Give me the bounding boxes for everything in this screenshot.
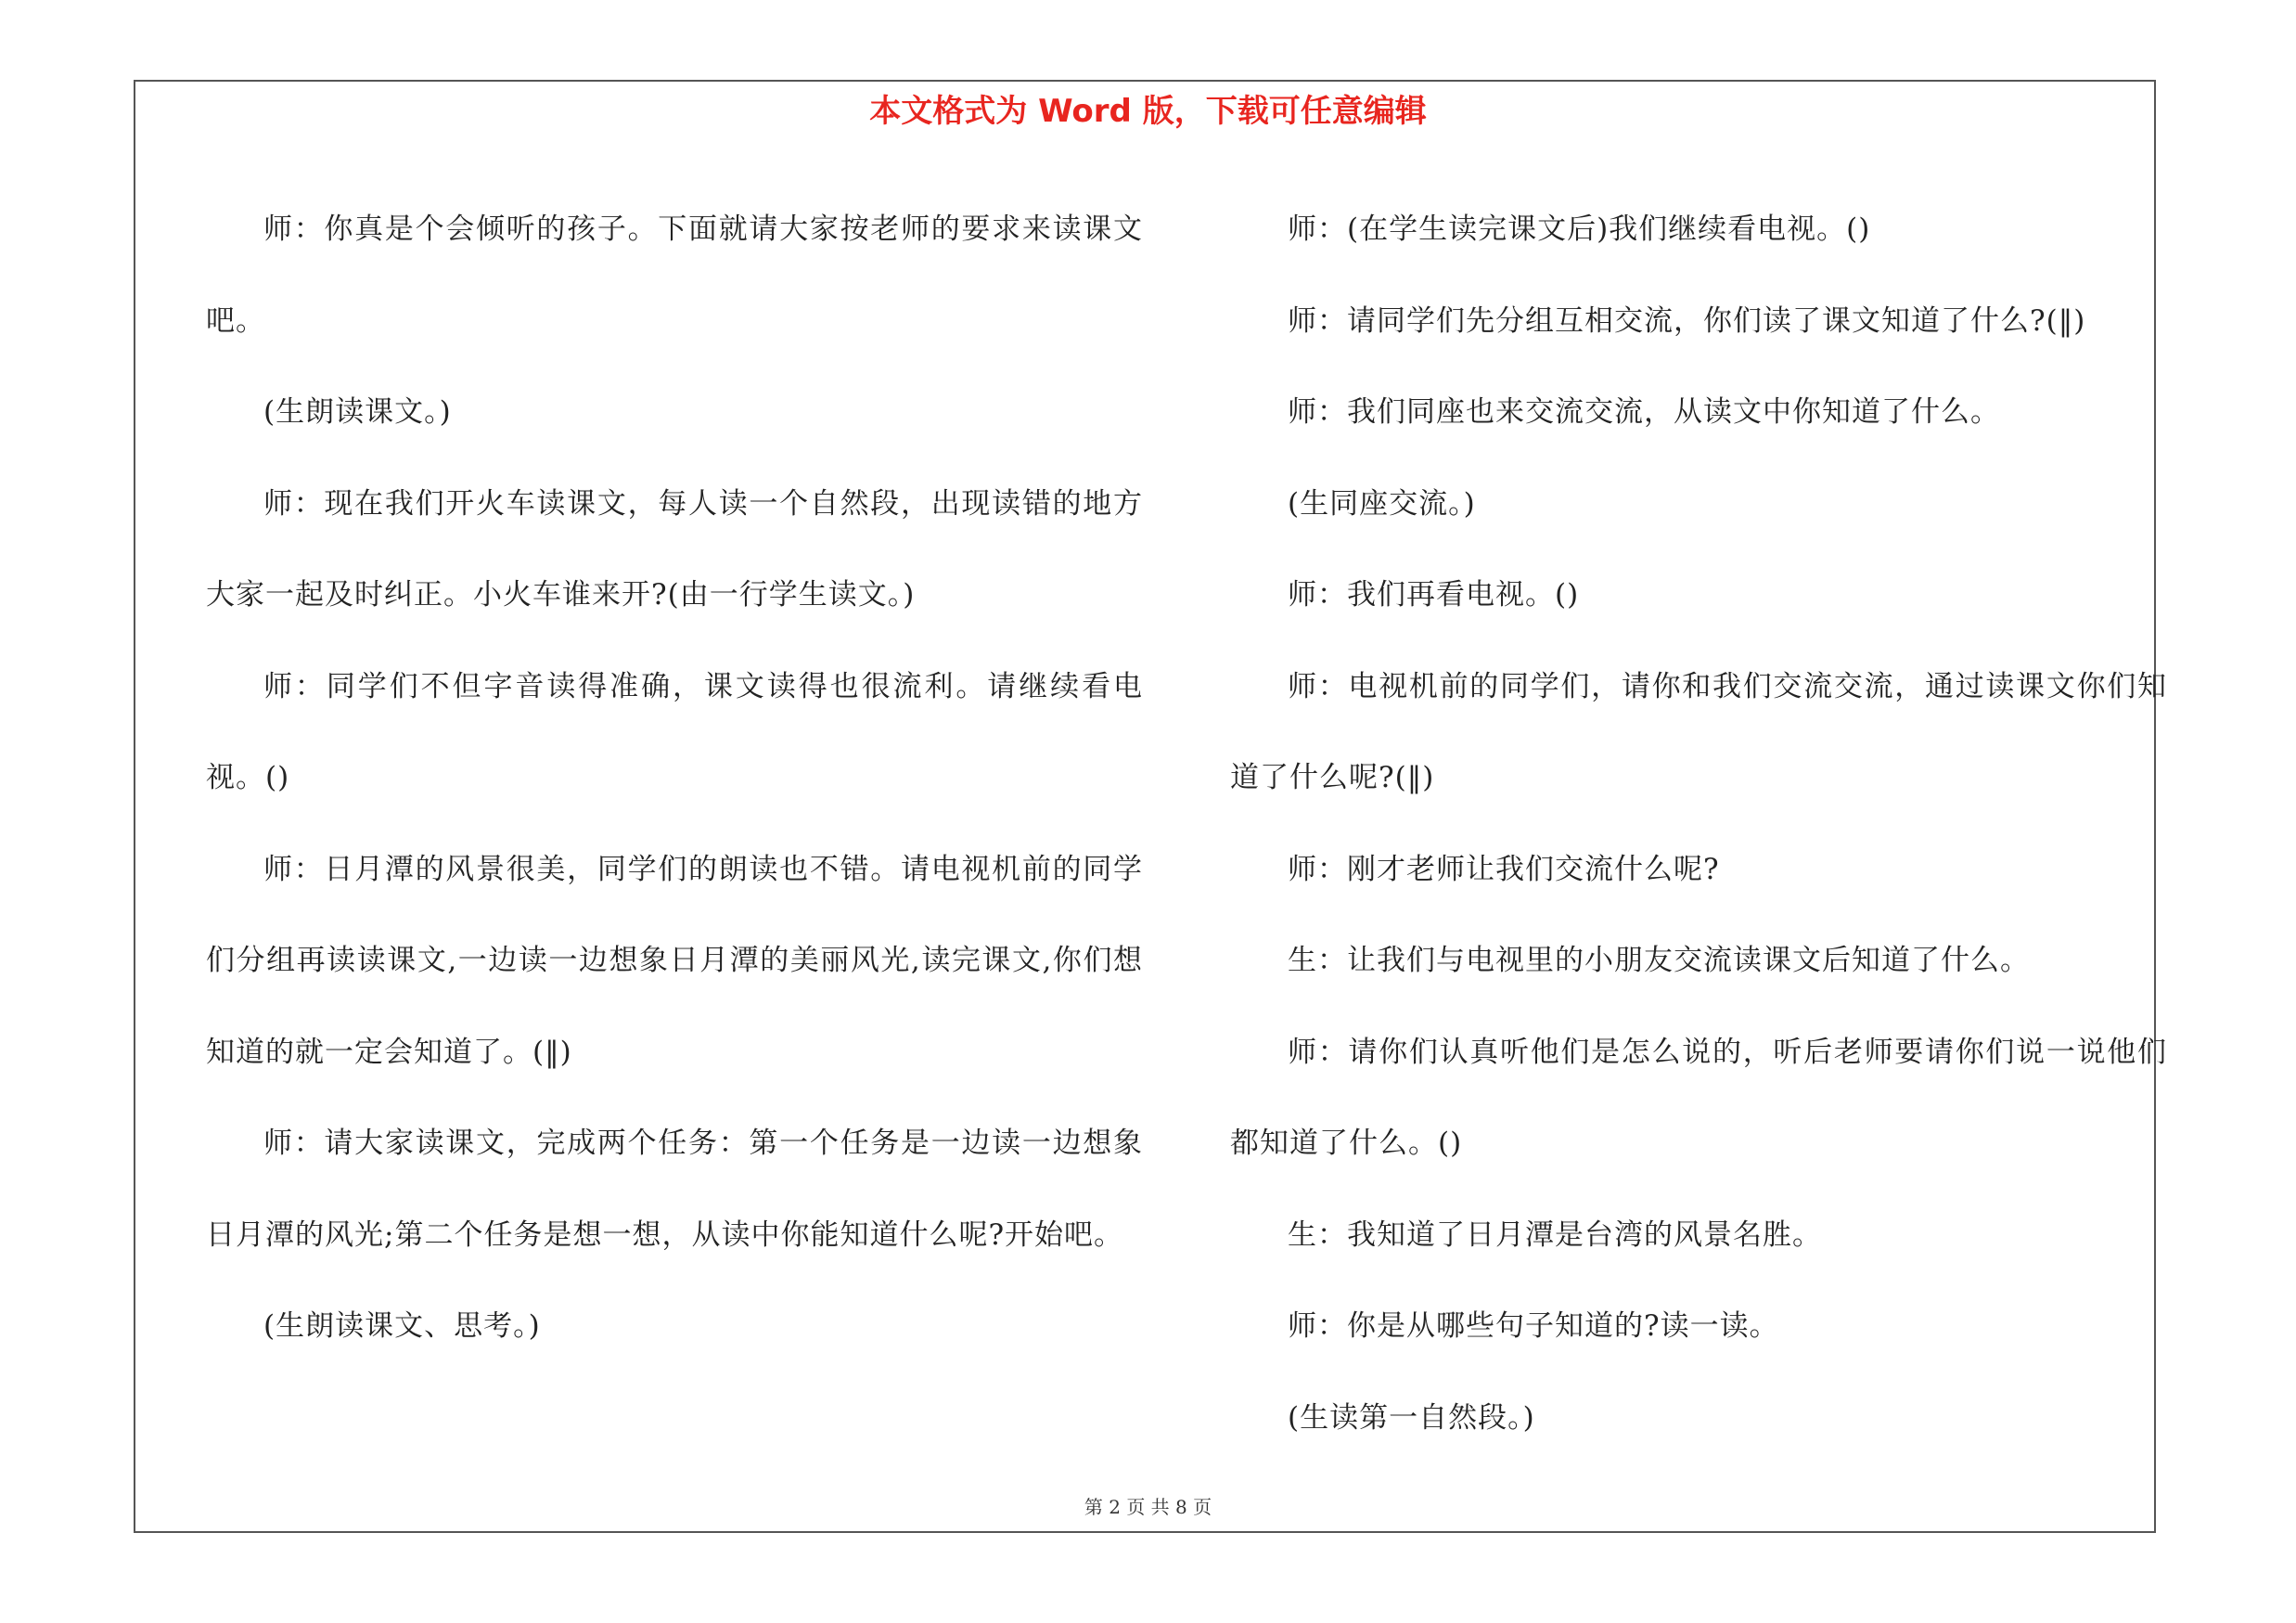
page-footer: 第 2 页 共 8 页 <box>1084 1496 1212 1518</box>
paragraph: (生朗读课文。) <box>263 395 452 429</box>
paragraph: 师：现在我们开火车读课文，每人读一个自然段，出现读错的地方大家一起及时纠正。小火车谁来开?(由一行学生读文。) <box>206 486 1143 612</box>
paragraph: 师：日月潭的风景很美，同学们的朗读也不错。请电视机前的同学们分组再读读课文,一边读一边想象日月潭的美丽风光,读完课文,你们想知道的就一定会知道了。(‖) <box>206 852 1143 1069</box>
paragraph: 师：你真是个会倾听的孩子。下面就请大家按老师的要求来读课文吧。 <box>206 213 1143 338</box>
paragraph: (生朗读课文、思考。) <box>263 1309 541 1343</box>
paragraph: 师：我们再看电视。() <box>1288 578 1580 612</box>
paragraph: 师：电视机前的同学们，请你和我们交流交流，通过读课文你们知道了什么呢?(‖) <box>1230 669 2167 794</box>
paragraph: 生：让我们与电视里的小朋友交流读课文后知道了什么。 <box>1288 944 2030 977</box>
paragraph: (生读第一自然段。) <box>1288 1400 1535 1435</box>
paragraph: 师：刚才老师让我们交流什么呢? <box>1288 852 1720 886</box>
paragraph: 生：我知道了日月潭是台湾的风景名胜。 <box>1288 1217 1822 1252</box>
paragraph: 师：请同学们先分组互相交流，你们读了课文知道了什么?(‖) <box>1288 303 2086 338</box>
paragraph: (生同座交流。) <box>1288 486 1476 521</box>
paragraph: 师：我们同座也来交流交流，从读文中你知道了什么。 <box>1288 395 2000 429</box>
paragraph: 师：请大家读课文，完成两个任务：第一个任务是一边读一边想象日月潭的风光;第二个任务是想一想，从读中你能知道什么呢?开始吧。 <box>206 1127 1143 1252</box>
paragraph: 师：请你们认真听他们是怎么说的，听后老师要请你们说一说他们都知道了什么。() <box>1230 1035 2167 1160</box>
right-column <box>1230 184 2167 1463</box>
paragraph: 师：同学们不但字音读得准确，课文读得也很流利。请继续看电视。() <box>206 669 1143 794</box>
paragraph: 师：(在学生读完课文后)我们继续看电视。() <box>1288 213 1871 246</box>
format-banner: 本文格式为 Word 版，下载可任意编辑 <box>869 93 1427 130</box>
left-column <box>206 184 1143 1372</box>
paragraph: 师：你是从哪些句子知道的?读一读。 <box>1288 1309 1779 1343</box>
